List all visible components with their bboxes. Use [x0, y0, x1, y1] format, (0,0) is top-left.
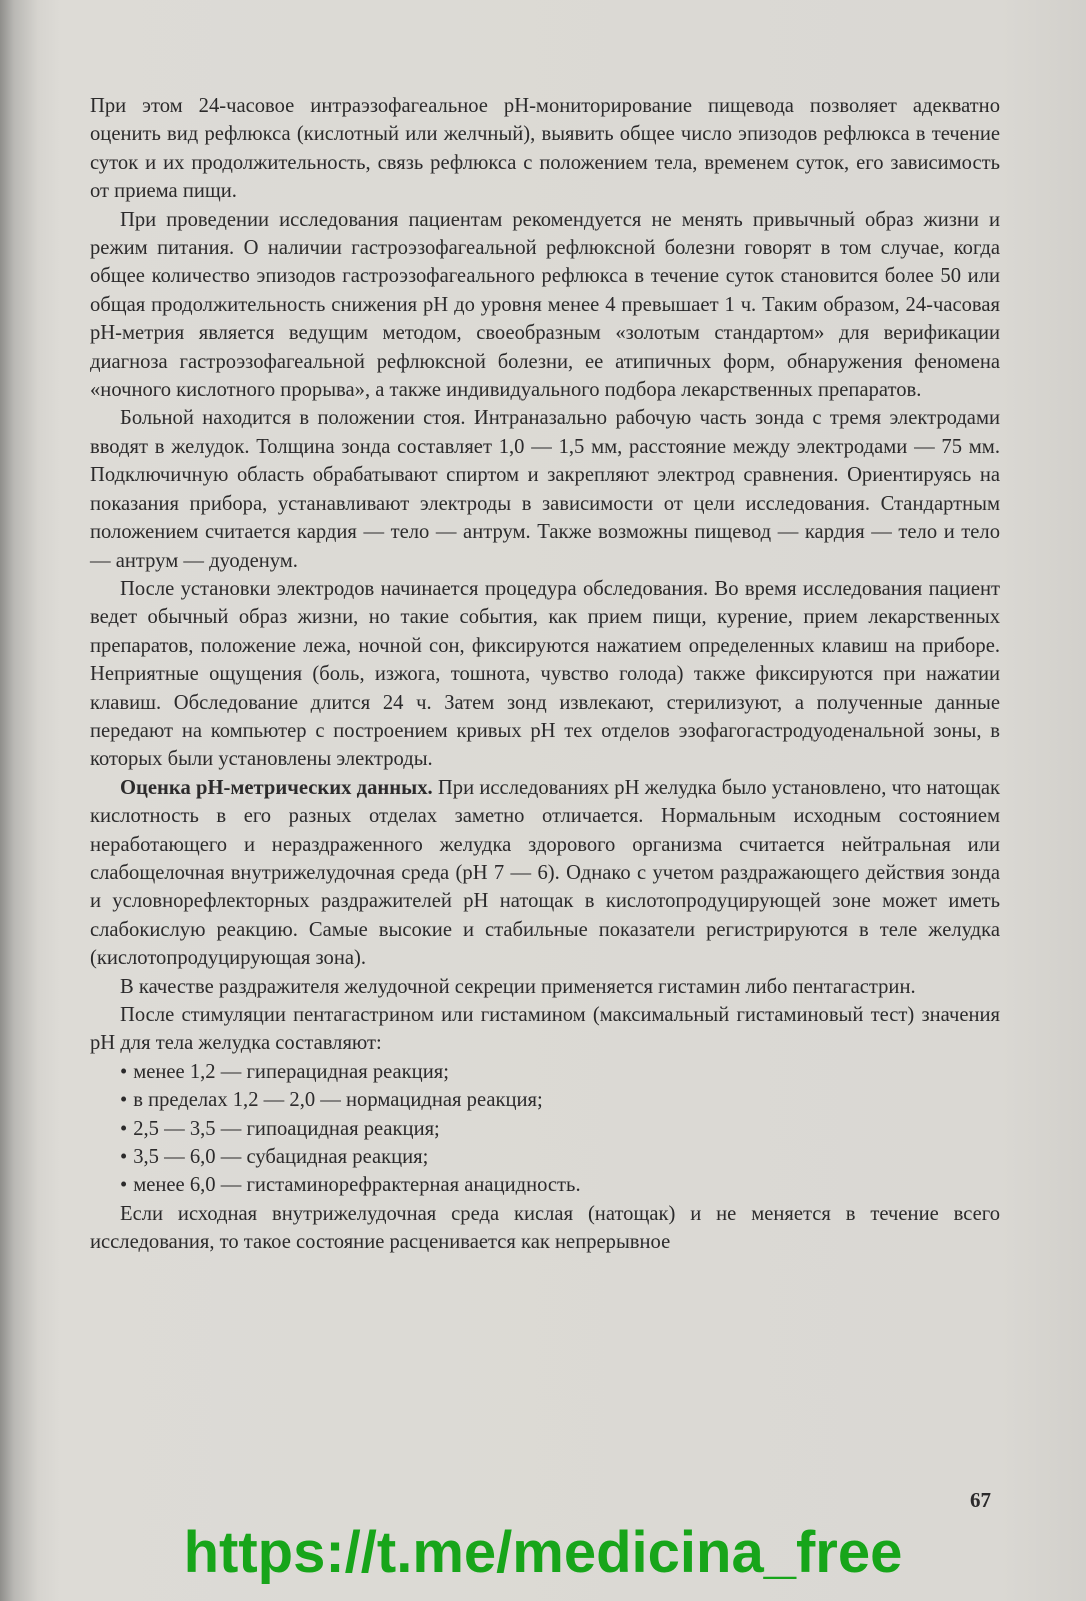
list-item: • менее 1,2 — гиперацидная реакция; [120, 1058, 1000, 1086]
list-item: • менее 6,0 — гистаминорефрактерная анацидность. [120, 1171, 1000, 1199]
list-item: • в пределах 1,2 — 2,0 — нормацидная реакция; [120, 1086, 1000, 1114]
page-body [90, 92, 1000, 1257]
paragraph-study-conditions: При проведении исследования пациентам рекомендуется не менять привычный образ жизни и режим питания. О наличии гастроэзофагеальной рефлюксной болезни говорят в том случае, когда общее количество эпизодов гастроэзофагеального рефлюкса в течение суток становится более 50 или общая продолжительность снижения рН до уровня менее 4 превышает 1 ч. Таким образом, 24-часовая рН-метрия является ведущим методом, своеобразным «золотым стандартом» для верификации диагноза гастроэзофагеальной рефлюксной болезни, ее атипичных форм, обнаружения феномена «ночного кислотного прорыва», а также индивидуального подбора лекарственных препаратов. [90, 208, 1000, 402]
paragraph-stimulant: В качестве раздражителя желудочной секреции применяется гистамин либо пентагастрин. [120, 975, 916, 998]
section-run-in-heading: Оценка рН-метрических данных. [120, 776, 433, 799]
paragraph-stimulation-results: После стимуляции пентагастрином или гистамином (максимальный гистаминовый тест) значения рН для тела желудка составляют: [90, 1004, 1000, 1055]
telegram-link-watermark[interactable]: https://t.me/medicina_free [183, 1520, 903, 1585]
paragraph-examination-procedure: После установки электродов начинается процедура обследования. Во время исследования пациент ведет обычный образ жизни, но такие события, как прием пищи, курение, прием лекарственных препаратов, положение лежа, ночной сон, фиксируются нажатием определенных клавиш на приборе. Неприятные ощущения (боль, изжога, тошнота, чувство голода) также фиксируются при нажатии клавиш. Обследование длится 24 ч. Затем зонд извлекают, стерилизуют, а полученные данные передают на компьютер с построением кривых рН тех отделов эзофагогастродуоденальной зоны, в которых были установлены электроды. [90, 577, 1000, 771]
section-text: При исследованиях рН желудка было установлено, что натощак кислотность в его разных отделах заметно отличается. Нормальным исходным состоянием неработающего и нераздраженного желудка здорового организма считается нейтральная или слабощелочная внутрижелудочная среда (рН 7 — 6). Однако с учетом раздражающего действия зонда и условнорефлекторных раздражителей рН натощак в кислотопродуцирующей зоне может иметь слабокислую реакцию. Самые высокие и стабильные показатели регистрируются в теле желудка (кислотопродуцирующая зона). [90, 776, 1000, 970]
paragraph-ph-monitoring: При этом 24-часовое интраэзофагеальное рН-мониторирование пищевода позволяет адекватно оценить вид рефлюкса (кислотный или желчный), выявить общее число эпизодов рефлюкса в течение суток и их продолжительность, связь рефлюкса с положением тела, временем суток, его зависимость от приема пищи. [90, 95, 1000, 203]
paragraph-ph-data-assessment [90, 774, 1000, 973]
list-item: • 3,5 — 6,0 — субацидная реакция; [120, 1143, 1000, 1171]
paragraph-continuous-acidity: Если исходная внутрижелудочная среда кислая (натощак) и не меняется в течение всего исследования, то такое состояние расценивается как непрерывное [90, 1202, 1000, 1254]
ph-values-list [90, 1058, 1000, 1200]
list-item: • 2,5 — 3,5 — гипоацидная реакция; [120, 1115, 1000, 1143]
paragraph-probe-placement: Больной находится в положении стоя. Интраназально рабочую часть зонда с тремя электродами вводят в желудок. Толщина зонда составляет 1,0 — 1,5 мм, расстояние между электродами — 75 мм. Подключичную область обрабатывают спиртом и закрепляют электрод сравнения. Ориентируясь на показания прибора, устанавливают электроды в зависимости от цели исследования. Стандартным положением считается кардия — тело — антрум. Также возможны пищевод — кардия — тело и тело — антрум — дуоденум. [90, 407, 1000, 572]
page-number: 67 [970, 1488, 991, 1512]
